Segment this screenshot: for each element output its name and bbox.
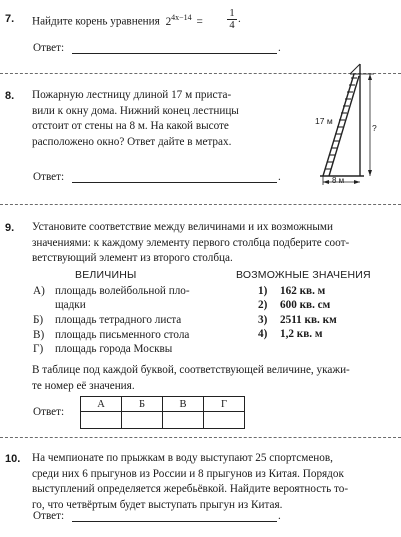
- instruction-line: те номер её значения.: [32, 379, 135, 392]
- ladder-rail: [329, 76, 359, 176]
- ladder-length-label: 17 м: [315, 116, 333, 126]
- possible-values-heading: ВОЗМОЖНЫЕ ЗНАЧЕНИЯ: [236, 269, 371, 281]
- question-7-number: 7.: [5, 13, 15, 25]
- height-question-label: ?: [372, 123, 377, 133]
- question-8-answer-field[interactable]: [72, 182, 277, 183]
- question-8-line: отстоит от стены на 8 м. На какой высоте: [32, 120, 229, 132]
- base-length-label: 8 м: [332, 176, 345, 185]
- separator: [0, 437, 401, 438]
- fraction-denominator: 4: [229, 20, 235, 31]
- question-10-answer-field[interactable]: [72, 521, 277, 522]
- question-9-number: 9.: [5, 222, 15, 234]
- question-8-answer-end: .: [278, 171, 281, 183]
- question-10-answer-label: Ответ:: [33, 510, 65, 522]
- question-8-line: Пожарную лестницу длиной 17 м приста-: [32, 89, 232, 101]
- question-8-line: расположено окно? Ответ дайте в метрах.: [32, 135, 232, 148]
- question-9-line: ветствующий элемент из второго столбца.: [32, 252, 233, 264]
- question-8-answer-label: Ответ:: [33, 171, 65, 183]
- question-7-answer-end: .: [278, 42, 281, 54]
- question-7-text: Найдите корень уравнения: [32, 15, 160, 28]
- question-10-line: выступлений определяется жеребьёвкой. Найдите вероятность то-: [32, 483, 349, 495]
- equation-base: 2: [165, 15, 172, 28]
- right-item-3: 3) 2511 кв. км: [258, 314, 337, 326]
- answer-cell-b[interactable]: [122, 412, 163, 429]
- question-10-line: На чемпионате по прыжкам в воду выступают 25 спортсменов,: [32, 452, 333, 464]
- question-7-answer-label: Ответ:: [33, 42, 65, 54]
- fraction-numerator: 1: [227, 8, 237, 20]
- question-8-text: [32, 88, 282, 150]
- answer-table-header: Г: [204, 397, 245, 412]
- answer-cell-g[interactable]: [204, 412, 245, 429]
- question-8-line: вили к окну дома. Нижний конец лестницы: [32, 104, 239, 117]
- left-item-b: Б) площадь тетрадного листа: [33, 314, 182, 326]
- question-9-text: [32, 220, 384, 267]
- question-7-answer-field[interactable]: [72, 53, 277, 54]
- question-9-instruction: [32, 363, 384, 394]
- values-heading: ВЕЛИЧИНЫ: [75, 269, 137, 281]
- question-9-answer-label: Ответ:: [33, 406, 65, 418]
- right-item-1: 1) 162 кв. м: [258, 285, 326, 297]
- question-7-prompt: [32, 13, 205, 28]
- right-item-2: 2) 600 кв. см: [258, 299, 331, 311]
- right-item-4: 4) 1,2 кв. м: [258, 328, 323, 340]
- left-item-a-cont: щадки: [55, 299, 86, 311]
- equation-equals: =: [196, 15, 203, 28]
- instruction-line: В таблице под каждой буквой, соответствующей величине, укажи-: [32, 364, 350, 376]
- left-item-g: Г) площадь города Москвы: [33, 343, 173, 355]
- ladder-figure: [298, 58, 398, 188]
- answer-table-header: Б: [122, 397, 163, 412]
- left-item-v: В) площадь письменного стола: [33, 329, 190, 341]
- answer-table-header: А: [81, 397, 122, 412]
- answer-table: [80, 396, 245, 429]
- equation-exponent: 4x−14: [171, 13, 192, 22]
- left-item-a: А) площадь волейбольной пло-: [33, 285, 190, 297]
- question-10-line: го, что четвёртым будет выступать прыгун из Китая.: [32, 498, 283, 511]
- window-mark: [350, 64, 360, 74]
- answer-cell-v[interactable]: [163, 412, 204, 429]
- equation-fraction: [227, 8, 237, 31]
- question-10-line: среди них 6 прыгунов из России и 8 прыгунов из Китая. Порядок: [32, 467, 344, 480]
- question-10-number: 10.: [5, 453, 21, 465]
- question-9-line: Установите соответствие между величинами и их возможными: [32, 221, 333, 233]
- separator: [0, 204, 401, 205]
- question-8-number: 8.: [5, 90, 15, 102]
- question-10-text: [32, 451, 384, 513]
- answer-table-header: В: [163, 397, 204, 412]
- question-10-answer-end: .: [278, 510, 281, 522]
- question-9-line: значениями: к каждому элементу первого столбца подберите соот-: [32, 236, 350, 249]
- question-7-period: .: [238, 13, 241, 25]
- answer-cell-a[interactable]: [81, 412, 122, 429]
